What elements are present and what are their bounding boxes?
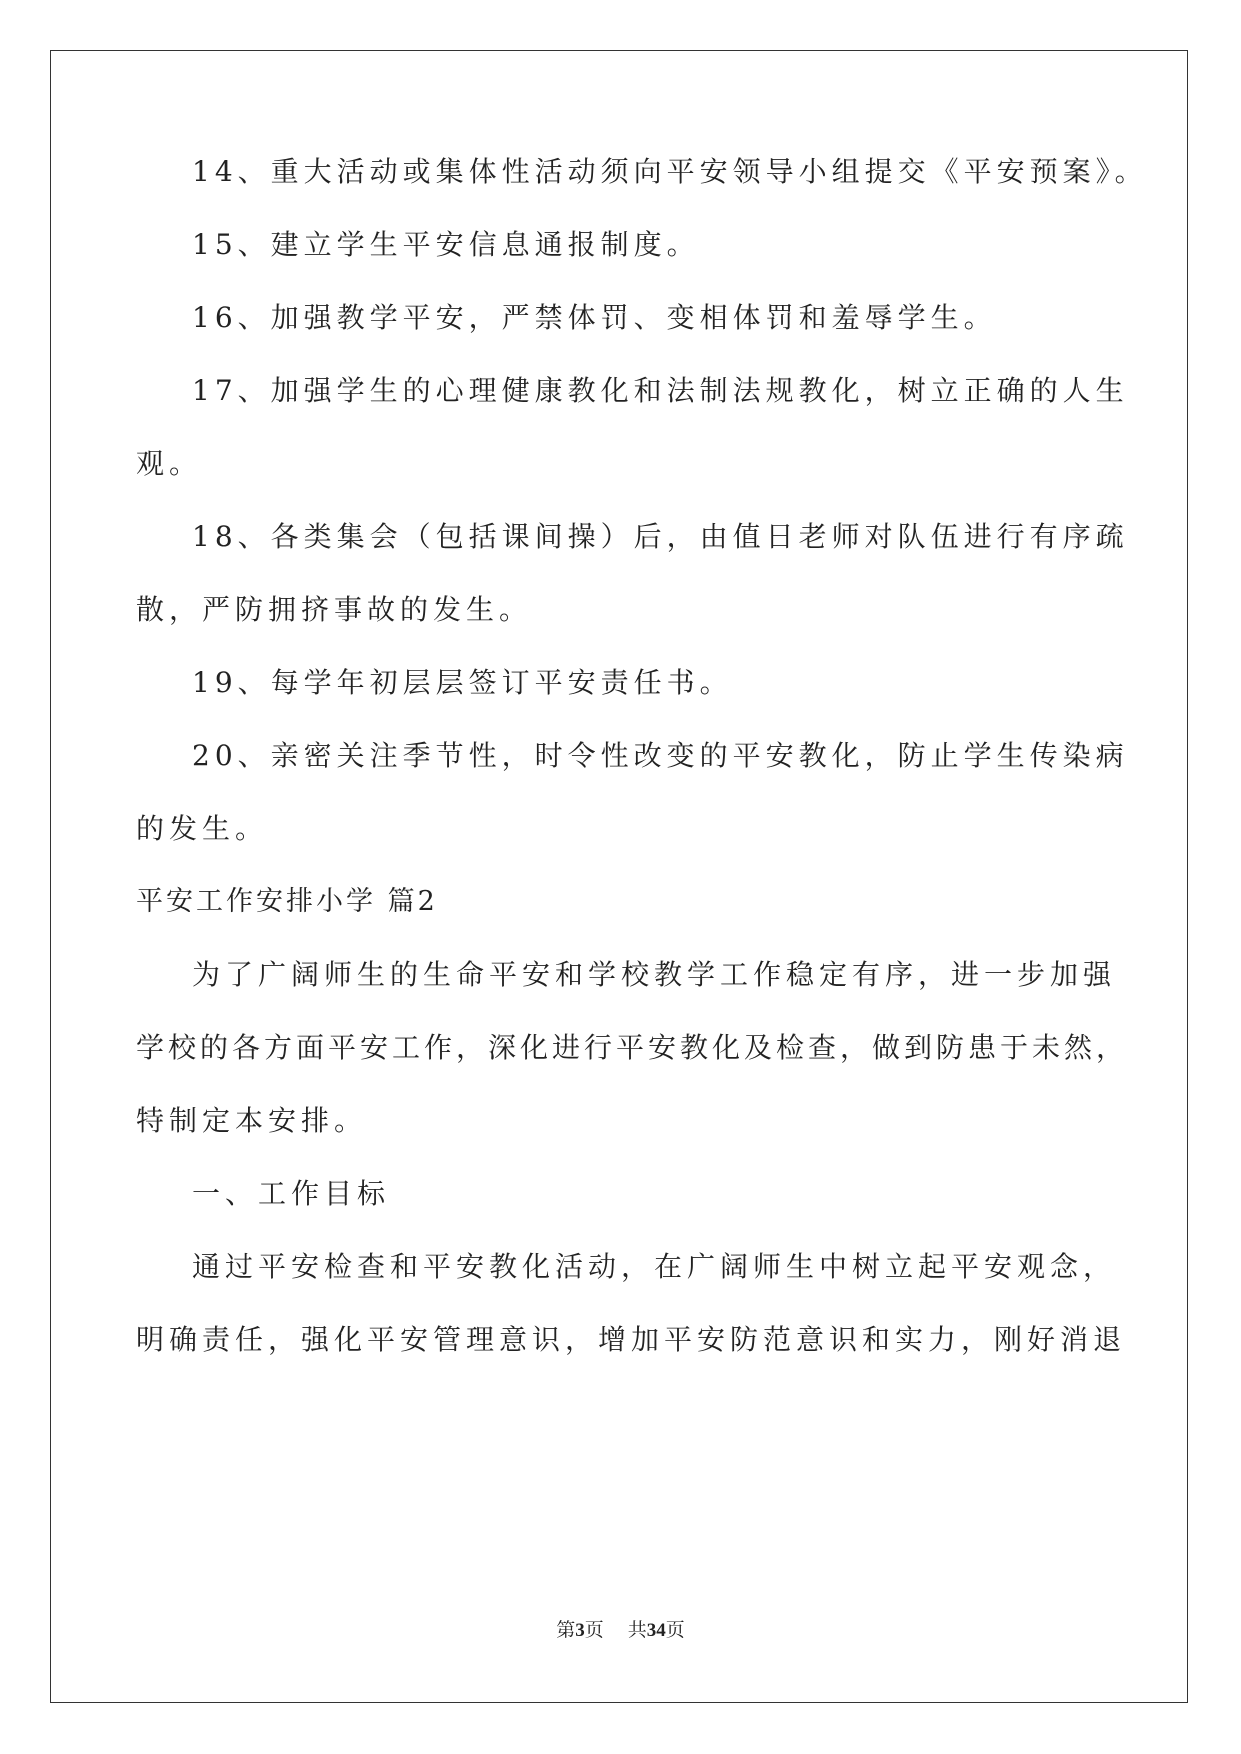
paragraph-line: 18、各类集会（包括课间操）后，由值日老师对队伍进行有序疏 xyxy=(192,520,1129,553)
page-footer xyxy=(0,1618,1241,1644)
paragraph-line: 通过平安检查和平安教化活动，在广阔师生中树立起平安观念， xyxy=(192,1250,1117,1283)
paragraph-line: 散，严防拥挤事故的发生。 xyxy=(136,593,533,626)
paragraph-line: 17、加强学生的心理健康教化和法制法规教化，树立正确的人生 xyxy=(192,374,1129,407)
paragraph-line: 观。 xyxy=(136,447,203,480)
subsection-heading: 一、工作目标 xyxy=(192,1177,391,1210)
paragraph-line: 为了广阔师生的生命平安和学校教学工作稳定有序，进一步加强 xyxy=(192,958,1117,991)
paragraph-line: 学校的各方面平安工作，深化进行平安教化及检查，做到防患于未然， xyxy=(136,1031,1129,1064)
page-unit: 页 xyxy=(584,1620,604,1641)
paragraph-line: 19、每学年初层层签订平安责任书。 xyxy=(192,666,733,699)
paragraph-line: 14、重大活动或集体性活动须向平安领导小组提交《平安预案》。 xyxy=(192,155,1148,188)
paragraph-line: 16、加强教学平安，严禁体罚、变相体罚和羞辱学生。 xyxy=(192,301,997,334)
page-number: 3 xyxy=(575,1620,585,1641)
paragraph-line: 15、建立学生平安信息通报制度。 xyxy=(192,228,700,261)
paragraph-line: 特制定本安排。 xyxy=(136,1104,368,1137)
total-unit: 页 xyxy=(665,1620,685,1641)
paragraph-line: 的发生。 xyxy=(136,812,269,845)
total-prefix: 共 xyxy=(627,1620,647,1641)
paragraph-line: 明确责任，强化平安管理意识，增加平安防范意识和实力，刚好消退 xyxy=(136,1323,1127,1356)
section-heading: 平安工作安排小学 篇2 xyxy=(136,886,438,917)
page-prefix: 第 xyxy=(556,1620,576,1641)
paragraph-line: 20、亲密关注季节性，时令性改变的平安教化，防止学生传染病 xyxy=(192,739,1129,772)
total-pages: 34 xyxy=(646,1620,666,1641)
